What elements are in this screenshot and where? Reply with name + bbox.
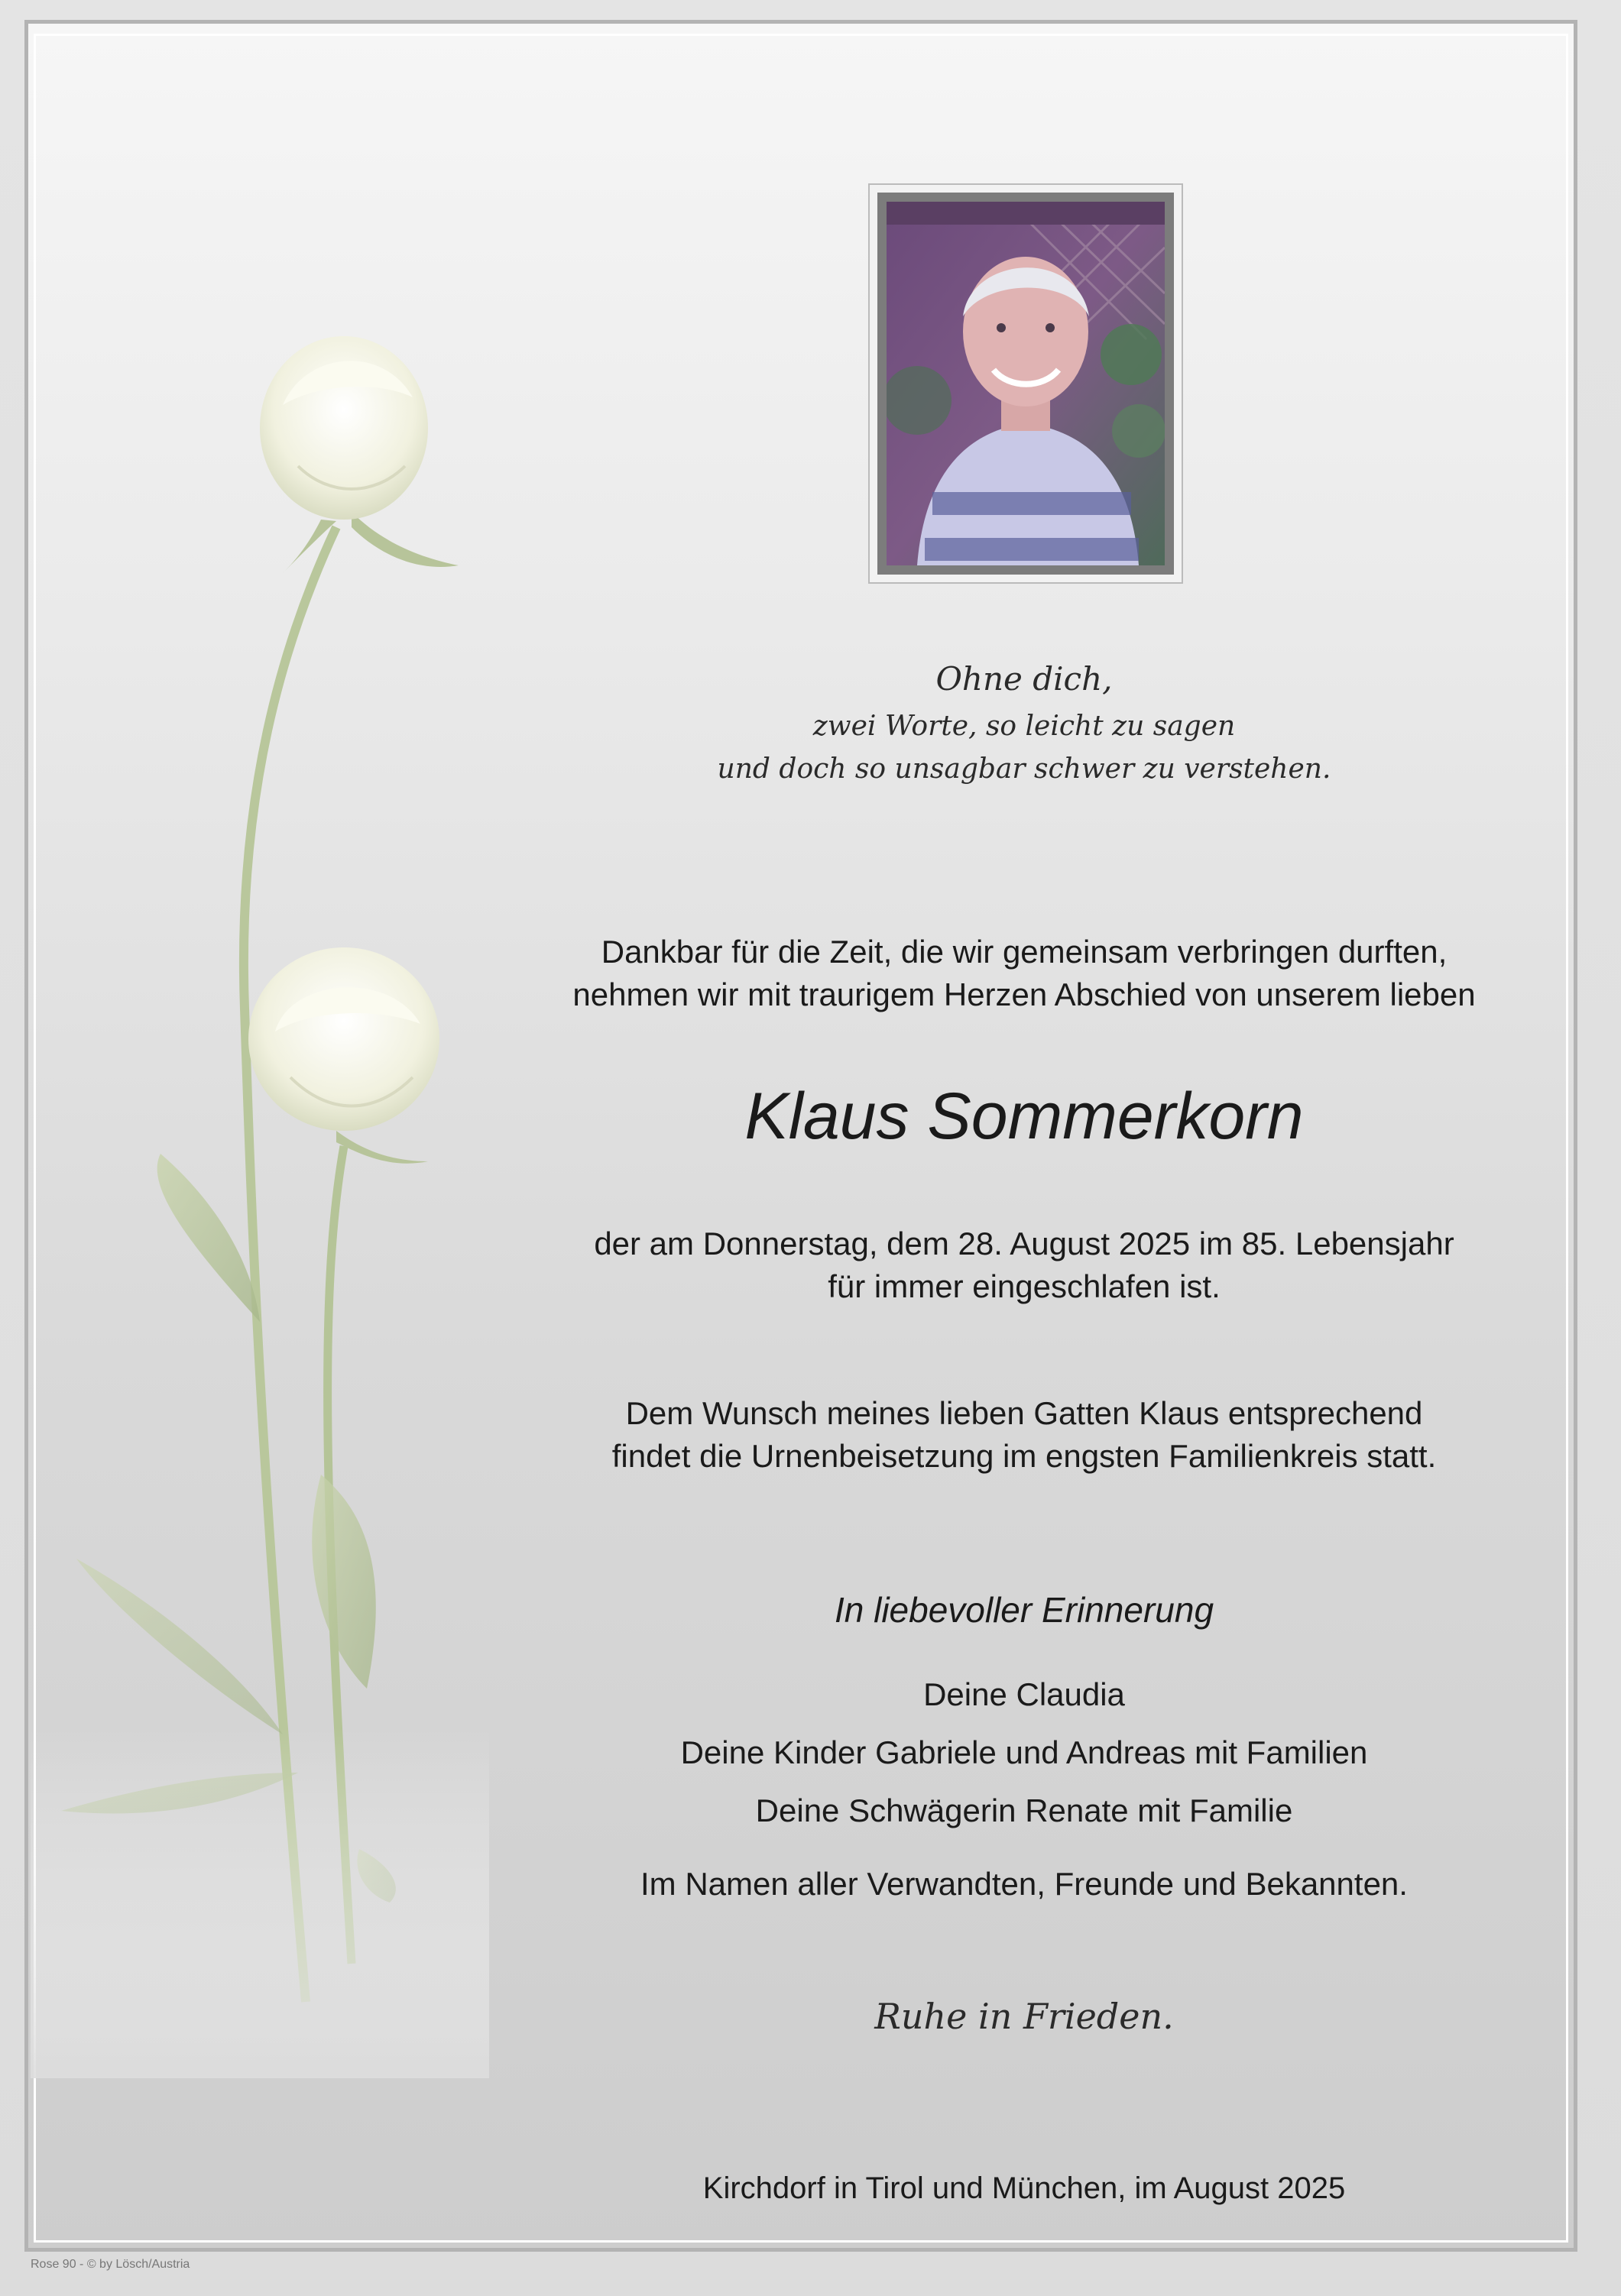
intro-line: nehmen wir mit traurigem Herzen Abschied von unserem lieben bbox=[572, 976, 1476, 1012]
death-notice-line: der am Donnerstag, dem 28. August 2025 im 85. Lebensjahr bbox=[594, 1226, 1454, 1261]
burial-notice-line: findet die Urnenbeisetzung im engsten Familienkreis statt. bbox=[611, 1438, 1437, 1474]
white-roses-illustration bbox=[31, 321, 489, 2078]
portrait-mat bbox=[877, 193, 1174, 575]
rest-in-peace: Ruhe in Frieden. bbox=[874, 1996, 1174, 2037]
burial-notice-line: Dem Wunsch meines lieben Gatten Klaus entsprechend bbox=[625, 1395, 1423, 1431]
copyright-note: Rose 90 - © by Lösch/Austria bbox=[31, 2258, 190, 2271]
portrait-frame bbox=[868, 183, 1183, 584]
memory-heading: In liebevoller Erinnerung bbox=[834, 1590, 1214, 1630]
portrait-photo bbox=[887, 202, 1165, 565]
mourner-line: Deine Kinder Gabriele und Andreas mit Familien bbox=[680, 1734, 1368, 1770]
mourner-line: Deine Claudia bbox=[923, 1676, 1125, 1712]
deceased-name: Klaus Sommerkorn bbox=[744, 1080, 1304, 1153]
poem-line: Ohne dich, bbox=[935, 660, 1113, 698]
mourner-line: Im Namen aller Verwandten, Freunde und Bekannten. bbox=[640, 1866, 1408, 1902]
mourner-line: Deine Schwägerin Renate mit Familie bbox=[755, 1792, 1293, 1828]
death-notice-line: für immer eingeschlafen ist. bbox=[828, 1268, 1221, 1304]
place-and-date: Kirchdorf in Tirol und München, im August 2025 bbox=[702, 2171, 1346, 2205]
intro-line: Dankbar für die Zeit, die wir gemeinsam verbringen durften, bbox=[601, 934, 1448, 970]
poem-line: zwei Worte, so leicht zu sagen bbox=[812, 711, 1236, 742]
poem-line: und doch so unsagbar schwer zu verstehen. bbox=[717, 753, 1331, 785]
